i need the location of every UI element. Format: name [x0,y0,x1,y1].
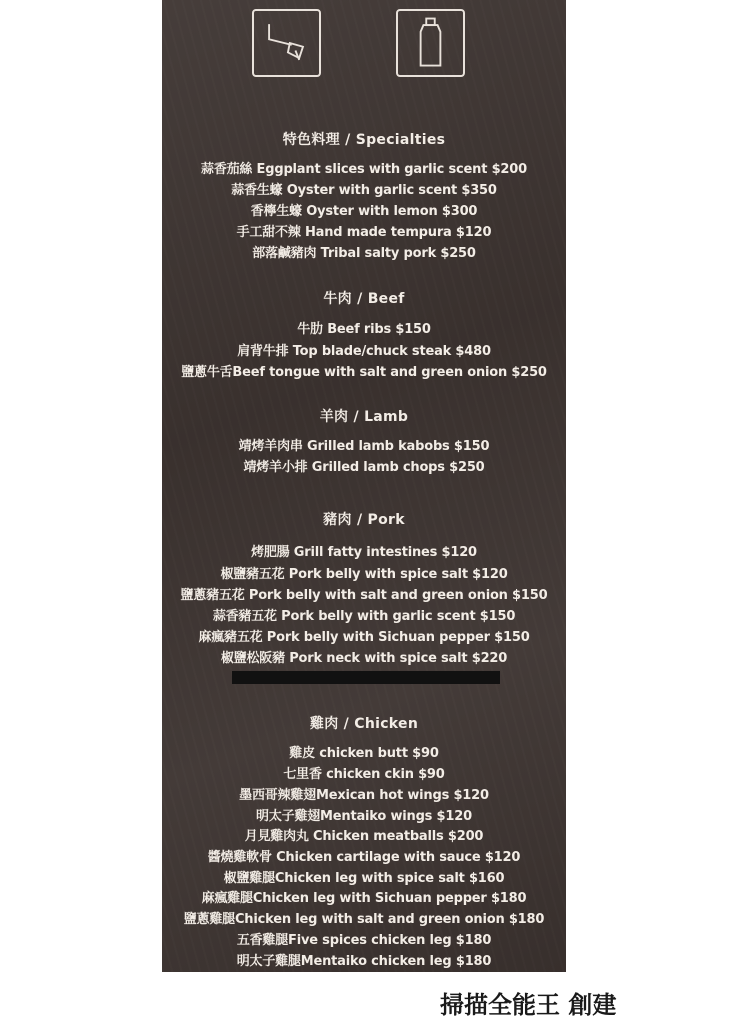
menu-item: 五香雞腿Five spices chicken leg $180 [236,933,492,948]
scanner-watermark: 掃描全能王 創建 [440,991,617,1019]
menu-item: 香檸生蠔 Oyster with lemon $300 [250,204,478,219]
menu-item: 雞皮 chicken butt $90 [289,746,439,761]
menu-item: 蒜香生蠔 Oyster with garlic scent $350 [231,183,497,198]
redaction-bar [232,671,500,684]
menu-item: 明太子雞翅Mentaiko wings $120 [256,809,472,824]
menu-item: 蒜香豬五花 Pork belly with garlic scent $150 [212,609,516,624]
menu-item: 明太子雞腿Mentaiko chicken leg $180 [236,954,492,969]
menu-item: 月見雞肉丸 Chicken meatballs $200 [244,829,484,844]
pen-nib-icon [252,9,321,77]
menu-item: 靖烤羊肉串 Grilled lamb kabobs $150 [238,439,490,454]
menu-item: 手工甜不辣 Hand made tempura $120 [236,225,492,240]
menu-item: 墨西哥辣雞翅Mexican hot wings $120 [239,788,489,803]
menu-item: 椒鹽松阪豬 Pork neck with spice salt $220 [220,651,508,666]
menu-item: 靖烤羊小排 Grilled lamb chops $250 [243,460,485,475]
bottle-icon [396,9,465,77]
menu-item: 部落鹹豬肉 Tribal salty pork $250 [252,246,476,261]
menu-item: 鹽蔥豬五花 Pork belly with salt and green onion $150 [180,588,548,603]
menu-item: 鹽蔥雞腿Chicken leg with salt and green onion $180 [183,912,545,927]
menu-item: 椒鹽豬五花 Pork belly with spice salt $120 [220,567,508,582]
section-title-beef: 牛肉 / Beef [323,291,405,307]
section-title-specialties: 特色料理 / Specialties [282,132,446,148]
menu-item: 肩背牛排 Top blade/chuck steak $480 [237,344,491,359]
menu-item: 牛肋 Beef ribs $150 [297,322,431,337]
menu-item: 麻瘋雞腿Chicken leg with Sichuan pepper $180 [201,891,527,906]
menu-item: 醬燒雞軟骨 Chicken cartilage with sauce $120 [207,850,521,865]
section-title-lamb: 羊肉 / Lamb [319,409,409,425]
menu-item: 烤肥腸 Grill fatty intestines $120 [251,545,477,560]
section-title-pork: 豬肉 / Pork [323,512,405,528]
section-title-chicken: 雞肉 / Chicken [309,716,419,732]
menu-item: 麻瘋豬五花 Pork belly with Sichuan pepper $150 [198,630,530,645]
menu-item: 蒜香茄絲 Eggplant slices with garlic scent $200 [201,162,527,177]
menu-item: 椒鹽雞腿Chicken leg with spice salt $160 [223,871,505,886]
menu-card [162,0,566,972]
menu-item: 七里香 chicken ckin $90 [283,767,445,782]
menu-item: 鹽蔥牛舌Beef tongue with salt and green onion $250 [181,365,547,380]
